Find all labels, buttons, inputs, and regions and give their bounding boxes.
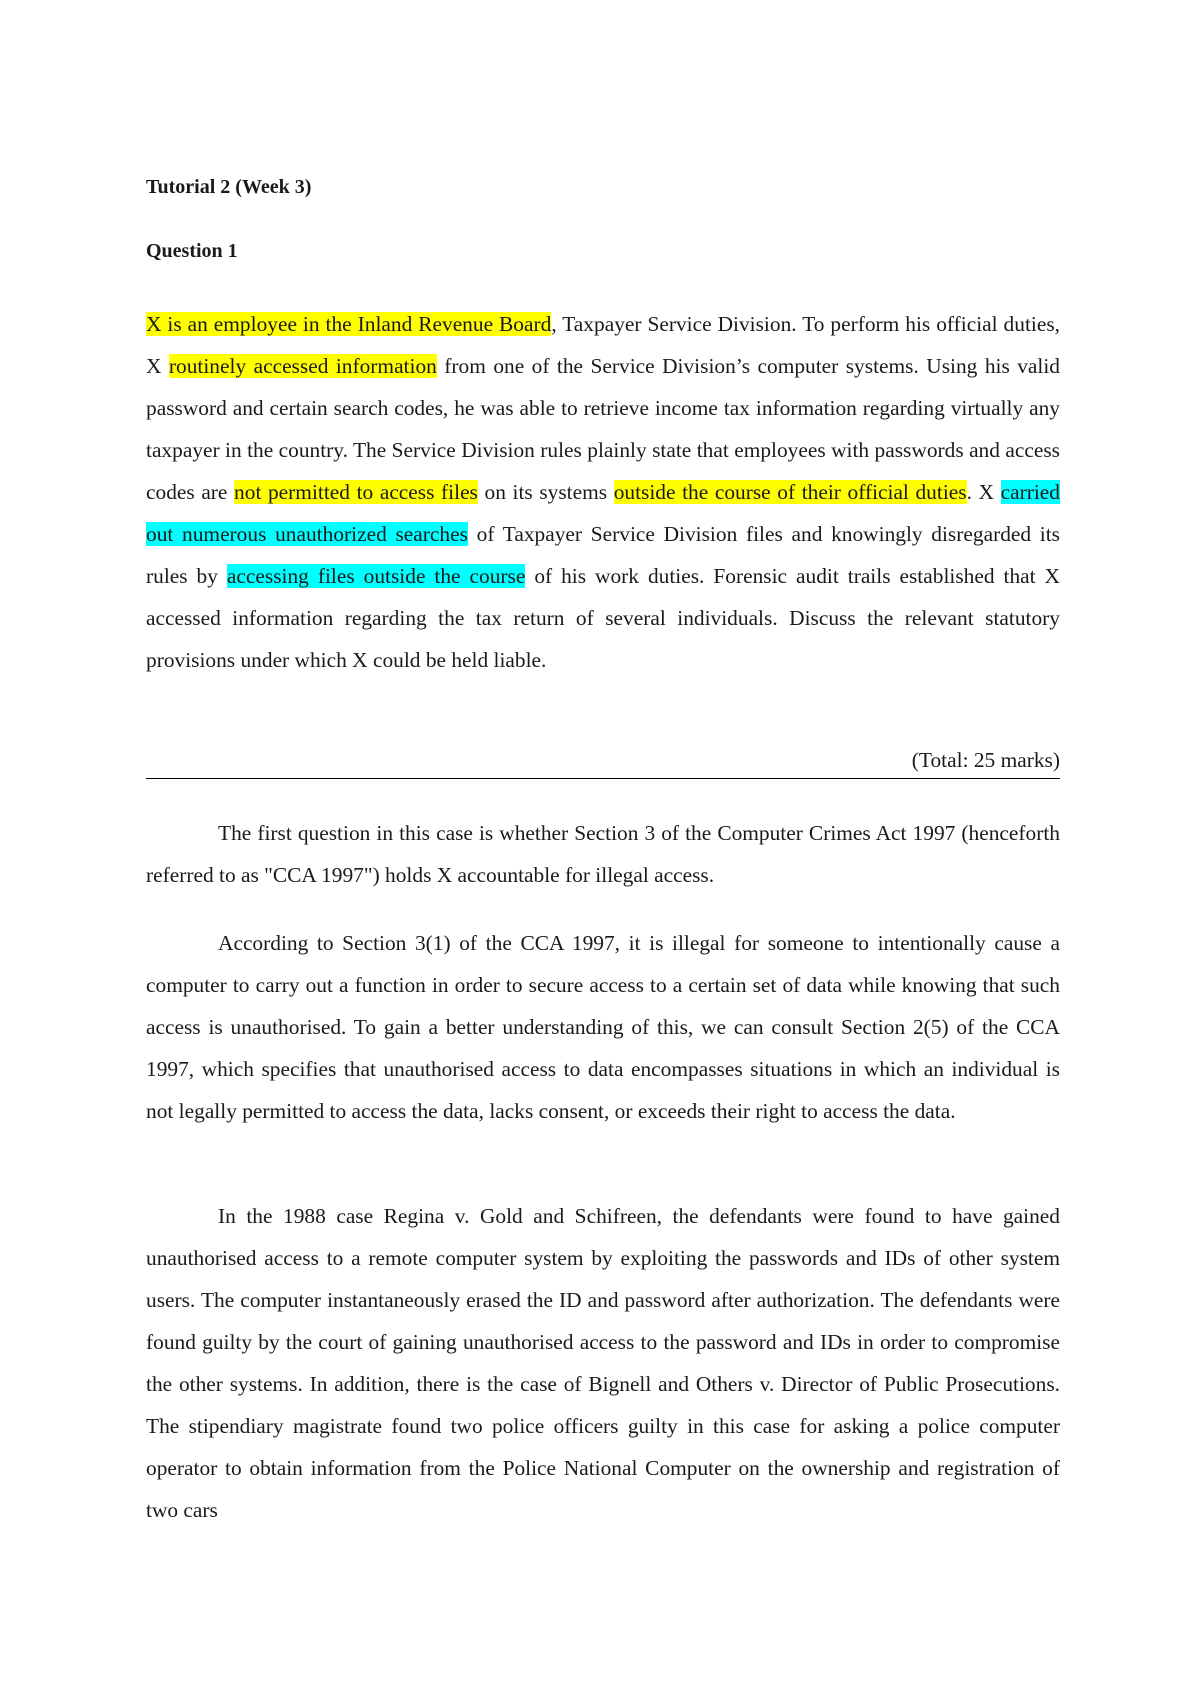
question-text-segment: , Taxpayer Service Division. To perform his official duties, X	[146, 312, 1060, 378]
highlight-yellow-1: X is an employee in the Inland Revenue Board	[146, 312, 552, 336]
answer-paragraph-1: The first question in this case is whether Section 3 of the Computer Crimes Act 1997 (henceforth referred to as "CCA 1997") holds X accountable for illegal access.	[146, 821, 1060, 887]
answer-paragraph-3: In the 1988 case Regina v. Gold and Schifreen, the defendants were found to have gained unauthorised access to a remote computer system by exploiting the passwords and IDs of other system users. The computer instantaneously erased the ID and password after authorization. The defendants were found guilty by the court of gaining unauthorised access to the password and IDs in order to compromise the other systems. In addition, there is the case of Bignell and Others v. Director of Public Prosecutions. The stipendiary magistrate found two police officers guilty in this case for asking a police computer operator to obtain information from the Police National Computer on the ownership and registration of two cars	[146, 1204, 1060, 1522]
answer-paragraph-2: According to Section 3(1) of the CCA 1997, it is illegal for someone to intentionally cause a computer to carry out a function in order to secure access to a certain set of data while knowing that such access is unauthorised. To gain a better understanding of this, we can consult Section 2(5) of the CCA 1997, which specifies that unauthorised access to data encompasses situations in which an individual is not legally permitted to access the data, lacks consent, or exceeds their right to access the data.	[146, 931, 1060, 1123]
question-text-segment: on its systems	[477, 480, 614, 504]
highlight-yellow-4: outside the course of their official duties	[613, 480, 967, 504]
highlight-yellow-3: not permitted to access files	[234, 480, 478, 504]
tutorial-title: Tutorial 2 (Week 3)	[146, 176, 312, 198]
highlight-cyan-2: accessing files outside the course	[226, 564, 526, 588]
question-heading: Question 1	[146, 240, 238, 262]
highlight-cyan-1: carried out numerous unauthorized searches	[146, 480, 1060, 546]
question-text	[146, 303, 1060, 681]
horizontal-divider	[146, 778, 1060, 779]
question-text-segment: of his work duties. Forensic audit trails established that X accessed information regarding the tax return of several individuals. Discuss the relevant statutory provisions under which X could be held liable.	[146, 564, 1060, 672]
total-marks: (Total: 25 marks)	[911, 748, 1060, 772]
question-text-segment: . X	[966, 480, 1001, 504]
document-page	[146, 0, 1060, 1696]
highlight-yellow-2: routinely accessed information	[168, 354, 437, 378]
question-text-segment: from one of the Service Division’s computer systems. Using his valid password and certain search codes, he was able to retrieve income tax information regarding virtually any taxpayer in the country. The Service Division rules plainly state that employees with passwords and access codes are	[146, 354, 1061, 504]
question-text-segment: of Taxpayer Service Division files and knowingly disregarded its rules by	[146, 522, 1060, 588]
